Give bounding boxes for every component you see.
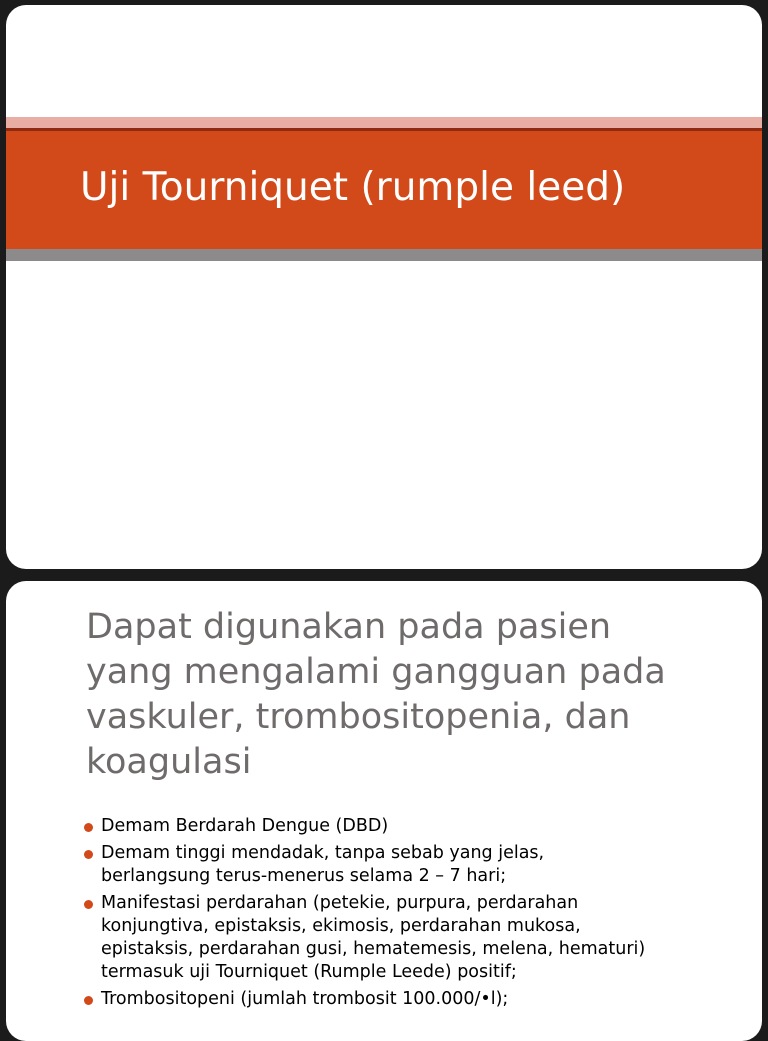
bullet-dot-icon <box>84 996 93 1005</box>
bullet-dot-icon <box>84 850 93 859</box>
list-item <box>82 892 742 984</box>
bullet-text: Trombositopeni (jumlah trombosit 100.000/•l); <box>101 989 509 1009</box>
bullet-text: berlangsung terus-menerus selama 2 – 7 hari; <box>101 866 507 886</box>
bullet-text: konjungtiva, epistaksis, ekimosis, perdarahan mukosa, <box>101 916 581 936</box>
bullet-dot-icon <box>84 823 93 832</box>
title-band-shadow <box>6 249 762 261</box>
heading-line: yang mengalami gangguan pada <box>86 652 666 692</box>
slide-title: Uji Tourniquet (rumple leed) <box>80 165 626 210</box>
slide-1 <box>6 5 762 569</box>
slide-heading <box>86 605 726 785</box>
list-item <box>82 842 742 888</box>
bullet-text: epistaksis, perdarahan gusi, hematemesis, melena, hematuri) <box>101 939 646 959</box>
heading-line: vaskuler, trombositopenia, dan <box>86 697 631 737</box>
heading-line: Dapat digunakan pada pasien <box>86 607 612 647</box>
bullet-dot-icon <box>84 900 93 909</box>
title-band-highlight <box>6 117 762 128</box>
slide-2 <box>6 581 762 1041</box>
bullet-list <box>82 815 742 1015</box>
heading-line: koagulasi <box>86 742 252 782</box>
list-item <box>82 815 742 838</box>
bullet-text: Demam tinggi mendadak, tanpa sebab yang jelas, <box>101 843 545 863</box>
bullet-text: Manifestasi perdarahan (petekie, purpura, perdarahan <box>101 893 579 913</box>
list-item <box>82 988 742 1011</box>
bullet-text: Demam Berdarah Dengue (DBD) <box>101 816 389 836</box>
bullet-text: termasuk uji Tourniquet (Rumple Leede) positif; <box>101 962 517 982</box>
